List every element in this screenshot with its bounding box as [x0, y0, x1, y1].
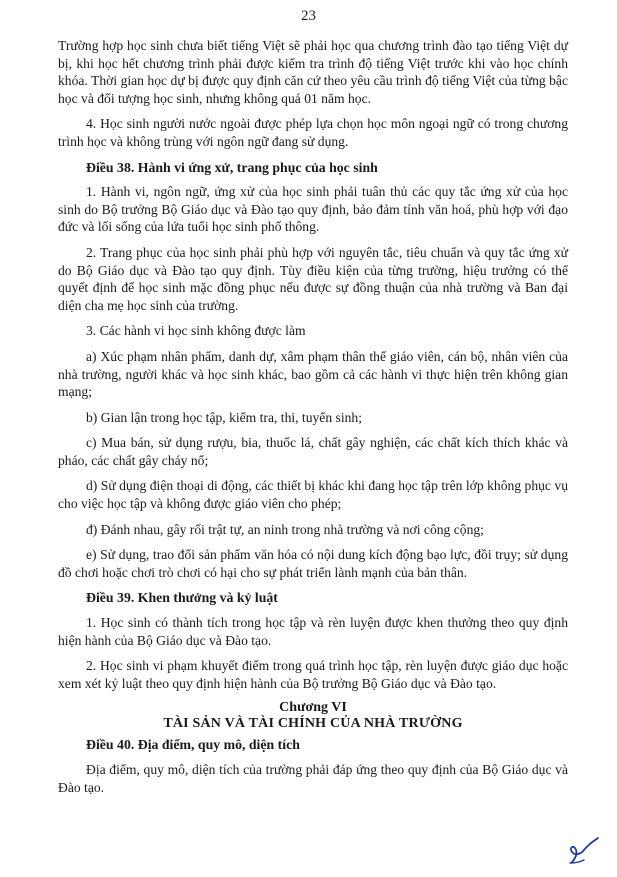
chapter-title: TÀI SẢN VÀ TÀI CHÍNH CỦA NHÀ TRƯỜNG [163, 716, 463, 732]
article-38-point-a: a) Xúc phạm nhân phẩm, danh dự, xâm phạm thân thể giáo viên, cán bộ, nhân viên của nhà trường, người khác và học sinh khác, bao gồm cả các hành vi thực hiện trên không gian mạng; [58, 348, 568, 400]
article-38-point-dd: đ) Đánh nhau, gây rối trật tự, an ninh trong nhà trường và nơi công cộng; [86, 521, 484, 537]
document-body [58, 37, 568, 804]
article-40-heading: Điều 40. Địa điểm, quy mô, diện tích [86, 737, 300, 753]
signature-initial-icon [566, 836, 600, 866]
chapter-number: Chương VI [279, 700, 347, 716]
article-39-clause-2: 2. Học sinh vi phạm khuyết điểm trong quá trình học tập, rèn luyện được giáo dục hoặc xem xét kỷ luật theo quy định hiện hành của Bộ trưởng Bộ Giáo dục và Đào tạo. [58, 658, 568, 691]
chapter-heading [58, 700, 568, 732]
article-40-text: Địa điểm, quy mô, diện tích của trường phải đáp ứng theo quy định của Bộ Giáo dục và Đào tạo. [58, 762, 568, 795]
article-38-point-e: e) Sử dụng, trao đổi sản phẩm văn hóa có nội dung kích động bạo lực, đồi trụy; sử dụng đồ chơi hoặc chơi trò chơi có hại cho sự phát triển lành mạnh của bản thân. [58, 547, 568, 580]
article-38-clause-1: 1. Hành vi, ngôn ngữ, ứng xử của học sinh phải tuân thủ các quy tắc ứng xử của học sinh do Bộ trưởng Bộ Giáo dục và Đào tạo quy định, bảo đảm tính văn hoá, phù hợp với đạo đức và lối sống của lứa tuổi học sinh phổ thông. [58, 184, 568, 235]
article-39-heading: Điều 39. Khen thưởng và kỷ luật [86, 590, 278, 606]
article-38-point-d: d) Sử dụng điện thoại di động, các thiết bị khác khi đang học tập trên lớp không phục vụ cho việc học tập và không được giáo viên cho phép; [58, 478, 568, 512]
paragraph-continuation: Trường hợp học sinh chưa biết tiếng Việt sẽ phải học qua chương trình đào tạo tiếng Việt dự bị, khi học hết chương trình phải được kiểm tra trình độ tiếng Việt trước khi vào học chính khóa. Thời gian học dự bị được quy định căn cứ theo yêu cầu trình độ tiếng Việt của từng bậc học và đối tượng học sinh, nhưng không quá 01 năm học. [58, 38, 568, 106]
article-38-point-b: b) Gian lận trong học tập, kiểm tra, thi, tuyển sinh; [86, 409, 362, 425]
article-38-heading: Điều 38. Hành vi ứng xử, trang phục của học sinh [86, 159, 378, 175]
article-39-clause-1: 1. Học sinh có thành tích trong học tập và rèn luyện được khen thưởng theo quy định hiện hành của Bộ Giáo dục và Đào tạo. [58, 615, 568, 648]
article-38-clause-2: 2. Trang phục của học sinh phải phù hợp với nguyên tắc, tiêu chuẩn và quy tắc ứng xử do Bộ Giáo dục và Đào tạo quy định. Tùy điều kiện của từng trường, hiệu trưởng có thể quyết định để học sinh mặc đồng phục nếu được sự đồng thuận của nhà trường và Ban đại diện cha mẹ học sinh của trường. [58, 244, 568, 313]
article-38-point-c: c) Mua bán, sử dụng rượu, bia, thuốc lá, chất gây nghiện, các chất kích thích khác và pháo, các chất gây cháy nổ; [58, 435, 568, 468]
paragraph-item-4: 4. Học sinh người nước ngoài được phép lựa chọn học môn ngoại ngữ có trong chương trình học và không trùng với ngôn ngữ đang sử dụng. [58, 116, 568, 149]
page-number: 23 [301, 8, 316, 24]
article-38-clause-3: 3. Các hành vi học sinh không được làm [86, 323, 306, 339]
